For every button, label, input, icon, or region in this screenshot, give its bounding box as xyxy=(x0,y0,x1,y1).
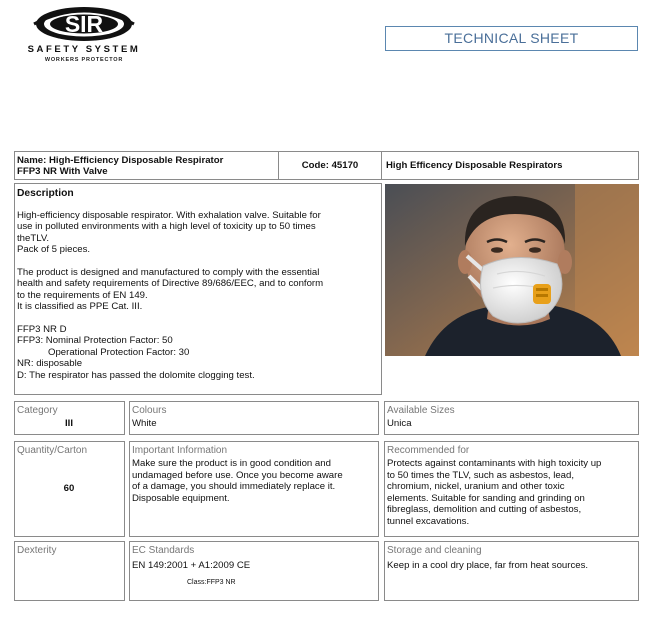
important-line: Disposable equipment. xyxy=(132,492,230,504)
desc-line: Pack of 5 pieces. xyxy=(17,244,91,256)
sizes-value: Unica xyxy=(387,418,412,429)
recommended-line: chromium, nickel, uranium and other toxic xyxy=(387,481,565,492)
storage-value: Keep in a cool dry place, far from heat sources. xyxy=(387,560,589,571)
logo-line2: WORKERS PROTECTOR xyxy=(44,57,124,63)
colours-value: White xyxy=(132,418,157,429)
company-logo xyxy=(14,4,154,66)
important-line: undamaged before use. Once you become aware xyxy=(132,469,343,481)
storage-label: Storage and cleaning xyxy=(387,545,482,556)
desc-line: health and safety requirements of Directive 89/686/EEC, and to conform xyxy=(17,278,324,290)
man-wearing-respirator-icon xyxy=(385,184,639,356)
important-label: Important Information xyxy=(132,445,228,456)
description-box xyxy=(14,183,382,395)
sizes-label: Available Sizes xyxy=(387,405,455,416)
desc-line: D: The respirator has passed the dolomite clogging test. xyxy=(17,369,255,381)
recommended-line: fibreglass, demolition and cutting of asbestos, xyxy=(387,504,582,515)
dexterity-value xyxy=(15,556,124,558)
recommended-box xyxy=(384,441,639,537)
desc-line: to the requirements of EN 149. xyxy=(17,289,148,301)
sir-logo-icon xyxy=(14,4,154,46)
logo-line1: SAFETY SYSTEM xyxy=(27,44,141,55)
description-paragraph-1 xyxy=(17,210,375,256)
recommended-text xyxy=(385,456,638,527)
respirator-photo xyxy=(385,184,639,356)
desc-line: The product is designed and manufactured to comply with the essential xyxy=(17,267,320,279)
product-family: High Efficency Disposable Respirators xyxy=(386,160,563,171)
description-paragraph-3 xyxy=(17,324,375,381)
colours-box xyxy=(129,401,379,435)
recommended-line: tunnel excavations. xyxy=(387,515,470,527)
desc-line: It is classified as PPE Cat. III. xyxy=(17,301,143,313)
description-paragraph-2 xyxy=(17,267,375,313)
storage-box xyxy=(384,541,639,601)
description-title: Description xyxy=(17,188,74,199)
important-box xyxy=(129,441,379,537)
technical-sheet-title: TECHNICAL SHEET xyxy=(385,26,638,51)
category-value: III xyxy=(65,418,73,429)
code-cell xyxy=(278,151,382,180)
standards-value: EN 149:2001 + A1:2009 CE xyxy=(132,560,251,571)
desc-line: theTLV. xyxy=(17,232,50,244)
important-line: Make sure the product is in good condition and xyxy=(132,458,331,469)
description-text xyxy=(17,210,375,381)
name-cell xyxy=(14,151,279,180)
recommended-line: to 50 times the TLV, such as asbestos, lead, xyxy=(387,469,575,481)
recommended-line: elements. Suitable for sanding and grinding on xyxy=(387,492,585,504)
product-name-line1: Name: High-Efficiency Disposable Respirator xyxy=(17,155,224,166)
recommended-label: Recommended for xyxy=(387,445,470,456)
category-box xyxy=(14,401,125,435)
dexterity-box xyxy=(14,541,125,601)
quantity-box xyxy=(14,441,125,537)
standards-label: EC Standards xyxy=(132,545,195,556)
recommended-line: Protects against contaminants with high toxicity up xyxy=(387,458,602,469)
important-line: of a damage, you should immediately replace it. xyxy=(132,481,336,492)
logo-brand-text: SIR xyxy=(64,11,104,37)
desc-line: FFP3 NR D xyxy=(17,324,67,336)
important-text xyxy=(130,456,378,504)
desc-line: FFP3: Nominal Protection Factor: 50 xyxy=(17,335,173,347)
desc-line: High-efficiency disposable respirator. With exhalation valve. Suitable for xyxy=(17,210,321,221)
desc-line: NR: disposable xyxy=(17,358,83,370)
product-name-line2: FFP3 NR With Valve xyxy=(17,166,108,177)
desc-line: Operational Protection Factor: 30 xyxy=(48,346,190,358)
sizes-box xyxy=(384,401,639,435)
quantity-value: 60 xyxy=(63,483,75,494)
family-cell xyxy=(381,151,639,180)
quantity-label: Quantity/Carton xyxy=(17,445,88,456)
dexterity-label: Dexterity xyxy=(17,545,57,556)
category-label: Category xyxy=(17,405,58,416)
standards-class: Class:FFP3 NR xyxy=(187,578,236,586)
colours-label: Colours xyxy=(132,405,167,416)
product-code: Code: 45170 xyxy=(301,160,359,171)
standards-box xyxy=(129,541,379,601)
desc-line: use in polluted environments with a high level of toxicity up to 50 times xyxy=(17,221,316,233)
